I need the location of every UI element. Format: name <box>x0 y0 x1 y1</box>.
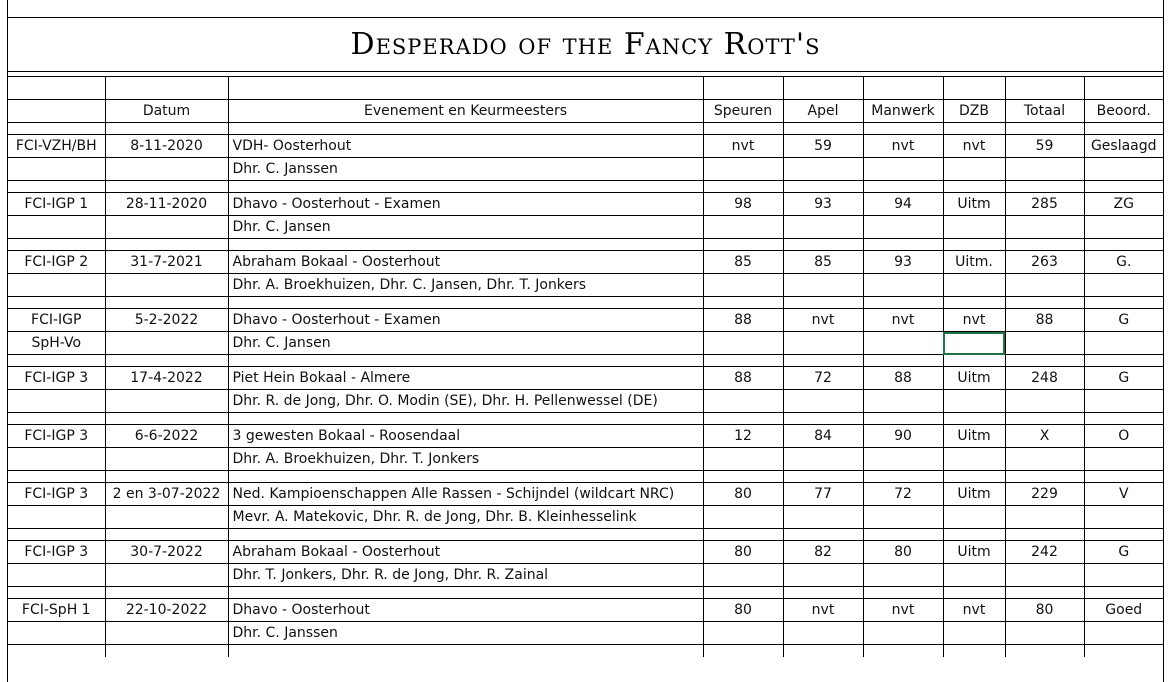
results-table <box>8 76 1163 657</box>
header-dzb[interactable]: DZB <box>943 100 1005 123</box>
header-totaal[interactable]: Totaal <box>1005 100 1084 123</box>
gap-row <box>8 645 1163 657</box>
entry-class-line2[interactable]: SpH-Vo <box>8 332 105 355</box>
entry-judges[interactable]: Dhr. R. de Jong, Dhr. O. Modin (SE), Dhr. H. Pellenwessel (DE) <box>228 390 703 413</box>
empty-cell[interactable] <box>703 448 783 471</box>
entry-event[interactable]: Dhavo - Oosterhout - Examen <box>228 309 703 332</box>
entry-judges[interactable]: Mevr. A. Matekovic, Dhr. R. de Jong, Dhr. B. Kleinhesselink <box>228 506 703 529</box>
entry-datum[interactable]: 6-6-2022 <box>105 425 228 448</box>
empty-cell[interactable] <box>703 564 783 587</box>
entry-row <box>8 193 1163 216</box>
entry-apel[interactable]: 59 <box>783 135 863 158</box>
entry-dzb[interactable]: Uitm <box>943 367 1005 390</box>
entry-manwerk[interactable]: 94 <box>863 193 943 216</box>
entry-class-line2[interactable] <box>8 274 105 297</box>
entry-class-line2[interactable] <box>8 390 105 413</box>
entry-dzb[interactable]: Uitm. <box>943 251 1005 274</box>
entry-judges[interactable]: Dhr. C. Jansen <box>228 216 703 239</box>
empty-cell[interactable] <box>943 216 1005 239</box>
entry-event[interactable]: Abraham Bokaal - Oosterhout <box>228 251 703 274</box>
entry-manwerk[interactable]: 80 <box>863 541 943 564</box>
entry-totaal[interactable]: 263 <box>1005 251 1084 274</box>
empty-cell[interactable] <box>1005 332 1084 355</box>
empty-cell[interactable] <box>783 216 863 239</box>
entry-row <box>8 309 1163 332</box>
selected-cell[interactable] <box>943 332 1005 355</box>
entry-subrow <box>8 332 1163 355</box>
entry-apel[interactable]: 84 <box>783 425 863 448</box>
entry-totaal[interactable]: 242 <box>1005 541 1084 564</box>
entry-datum[interactable]: 2 en 3-07-2022 <box>105 483 228 506</box>
entry-event[interactable]: Ned. Kampioenschappen Alle Rassen - Schijndel (wildcart NRC) <box>228 483 703 506</box>
entry-class-line2[interactable] <box>8 564 105 587</box>
entry-speuren[interactable]: 88 <box>703 309 783 332</box>
entry-dzb[interactable]: Uitm <box>943 541 1005 564</box>
empty-cell[interactable] <box>783 506 863 529</box>
entry-speuren[interactable]: 80 <box>703 541 783 564</box>
entry-class[interactable]: FCI-IGP 3 <box>8 541 105 564</box>
entry-class[interactable]: FCI-IGP 3 <box>8 367 105 390</box>
empty-cell[interactable] <box>943 390 1005 413</box>
empty-cell[interactable] <box>1005 622 1084 645</box>
empty-cell[interactable] <box>943 622 1005 645</box>
header-speuren[interactable]: Speuren <box>703 100 783 123</box>
entry-manwerk[interactable]: 90 <box>863 425 943 448</box>
gap-row <box>8 297 1163 309</box>
empty-cell[interactable] <box>1005 564 1084 587</box>
entry-beoord[interactable]: ZG <box>1084 193 1163 216</box>
empty-cell[interactable] <box>863 216 943 239</box>
entry-row <box>8 367 1163 390</box>
empty-cell[interactable] <box>783 274 863 297</box>
gap-row <box>8 239 1163 251</box>
entry-row <box>8 425 1163 448</box>
entry-class[interactable]: FCI-IGP 1 <box>8 193 105 216</box>
entry-subrow <box>8 216 1163 239</box>
gap-row <box>8 471 1163 483</box>
entry-row <box>8 541 1163 564</box>
empty-cell[interactable] <box>703 622 783 645</box>
entry-datum[interactable]: 31-7-2021 <box>105 251 228 274</box>
entry-totaal[interactable]: 285 <box>1005 193 1084 216</box>
empty-cell[interactable] <box>105 506 228 529</box>
entry-judges[interactable]: Dhr. A. Broekhuizen, Dhr. T. Jonkers <box>228 448 703 471</box>
header-manwerk[interactable]: Manwerk <box>863 100 943 123</box>
entry-totaal[interactable]: 248 <box>1005 367 1084 390</box>
entry-judges[interactable]: Dhr. T. Jonkers, Dhr. R. de Jong, Dhr. R. Zainal <box>228 564 703 587</box>
empty-cell[interactable] <box>105 158 228 181</box>
empty-cell[interactable] <box>105 216 228 239</box>
entry-speuren[interactable]: 80 <box>703 599 783 622</box>
entry-event[interactable]: Abraham Bokaal - Oosterhout <box>228 541 703 564</box>
entry-apel[interactable]: 82 <box>783 541 863 564</box>
header-beoord[interactable]: Beoord. <box>1084 100 1163 123</box>
spreadsheet <box>7 0 1164 682</box>
entry-row <box>8 483 1163 506</box>
empty-cell[interactable] <box>1005 448 1084 471</box>
empty-cell[interactable] <box>1005 390 1084 413</box>
entry-event[interactable]: Dhavo - Oosterhout - Examen <box>228 193 703 216</box>
gap-row <box>8 529 1163 541</box>
entry-beoord[interactable]: Goed <box>1084 599 1163 622</box>
spacer-row <box>8 77 1163 100</box>
entry-class[interactable]: FCI-IGP 2 <box>8 251 105 274</box>
entry-speuren[interactable]: 85 <box>703 251 783 274</box>
empty-cell[interactable] <box>863 564 943 587</box>
empty-cell[interactable] <box>105 564 228 587</box>
entry-apel[interactable]: 77 <box>783 483 863 506</box>
entry-datum[interactable]: 22-10-2022 <box>105 599 228 622</box>
empty-cell[interactable] <box>783 564 863 587</box>
empty-cell[interactable] <box>1084 622 1163 645</box>
empty-cell[interactable] <box>783 332 863 355</box>
entry-subrow <box>8 622 1163 645</box>
empty-cell[interactable] <box>1084 506 1163 529</box>
header-datum[interactable]: Datum <box>105 100 228 123</box>
entry-manwerk[interactable]: nvt <box>863 599 943 622</box>
entry-beoord[interactable]: G. <box>1084 251 1163 274</box>
empty-cell[interactable] <box>1084 332 1163 355</box>
empty-cell[interactable] <box>1084 274 1163 297</box>
entry-event[interactable]: 3 gewesten Bokaal - Roosendaal <box>228 425 703 448</box>
entry-datum[interactable]: 30-7-2022 <box>105 541 228 564</box>
entry-datum[interactable]: 28-11-2020 <box>105 193 228 216</box>
entry-class[interactable]: FCI-VZH/BH <box>8 135 105 158</box>
entry-judges[interactable]: Dhr. A. Broekhuizen, Dhr. C. Jansen, Dhr. T. Jonkers <box>228 274 703 297</box>
entry-speuren[interactable]: 12 <box>703 425 783 448</box>
entry-manwerk[interactable]: nvt <box>863 309 943 332</box>
empty-cell[interactable] <box>1084 158 1163 181</box>
empty-cell[interactable] <box>943 158 1005 181</box>
empty-cell[interactable] <box>105 390 228 413</box>
empty-cell[interactable] <box>105 274 228 297</box>
entry-subrow <box>8 564 1163 587</box>
entry-dzb[interactable]: nvt <box>943 599 1005 622</box>
entry-speuren[interactable]: nvt <box>703 135 783 158</box>
entry-subrow <box>8 448 1163 471</box>
header-apel[interactable]: Apel <box>783 100 863 123</box>
empty-cell[interactable] <box>863 390 943 413</box>
entry-speuren[interactable]: 80 <box>703 483 783 506</box>
entry-row <box>8 135 1163 158</box>
entry-judges[interactable]: Dhr. C. Janssen <box>228 622 703 645</box>
empty-cell[interactable] <box>943 448 1005 471</box>
entry-manwerk[interactable]: 88 <box>863 367 943 390</box>
entry-speuren[interactable]: 88 <box>703 367 783 390</box>
entry-dzb[interactable]: nvt <box>943 135 1005 158</box>
entry-class[interactable]: FCI-IGP <box>8 309 105 332</box>
empty-cell[interactable] <box>863 622 943 645</box>
empty-cell[interactable] <box>1084 564 1163 587</box>
entry-totaal[interactable]: X <box>1005 425 1084 448</box>
entry-totaal[interactable]: 80 <box>1005 599 1084 622</box>
empty-cell[interactable] <box>863 448 943 471</box>
entry-class-line2[interactable] <box>8 506 105 529</box>
entry-judges[interactable]: Dhr. C. Janssen <box>228 158 703 181</box>
entry-row <box>8 599 1163 622</box>
empty-cell[interactable] <box>1005 274 1084 297</box>
empty-cell[interactable] <box>783 448 863 471</box>
entry-subrow <box>8 158 1163 181</box>
gap-row <box>8 181 1163 193</box>
empty-cell[interactable] <box>703 274 783 297</box>
entry-event[interactable]: Piet Hein Bokaal - Almere <box>228 367 703 390</box>
entry-apel[interactable]: 72 <box>783 367 863 390</box>
entry-apel[interactable]: 93 <box>783 193 863 216</box>
gap-row <box>8 413 1163 425</box>
entry-beoord[interactable]: G <box>1084 541 1163 564</box>
entry-manwerk[interactable]: nvt <box>863 135 943 158</box>
empty-cell[interactable] <box>703 158 783 181</box>
entry-datum[interactable]: 17-4-2022 <box>105 367 228 390</box>
entry-class-line2[interactable] <box>8 216 105 239</box>
entry-datum[interactable]: 5-2-2022 <box>105 309 228 332</box>
entry-beoord[interactable]: V <box>1084 483 1163 506</box>
entry-class-line2[interactable] <box>8 622 105 645</box>
empty-cell[interactable] <box>1084 390 1163 413</box>
entry-manwerk[interactable]: 93 <box>863 251 943 274</box>
gap-row <box>8 355 1163 367</box>
entry-judges[interactable]: Dhr. C. Jansen <box>228 332 703 355</box>
page-title: Desperado of the Fancy Rott's <box>350 27 821 62</box>
entry-manwerk[interactable]: 72 <box>863 483 943 506</box>
entry-totaal[interactable]: 88 <box>1005 309 1084 332</box>
entry-dzb[interactable]: nvt <box>943 309 1005 332</box>
empty-cell[interactable] <box>105 448 228 471</box>
header-class[interactable] <box>8 100 105 123</box>
entry-beoord[interactable]: G <box>1084 367 1163 390</box>
empty-cell[interactable] <box>863 506 943 529</box>
empty-cell[interactable] <box>703 390 783 413</box>
empty-cell[interactable] <box>1084 448 1163 471</box>
empty-cell[interactable] <box>863 158 943 181</box>
empty-cell[interactable] <box>783 390 863 413</box>
empty-cell[interactable] <box>1084 216 1163 239</box>
empty-cell[interactable] <box>1005 216 1084 239</box>
empty-cell[interactable] <box>863 274 943 297</box>
entry-apel[interactable]: 85 <box>783 251 863 274</box>
entry-beoord[interactable]: Geslaagd <box>1084 135 1163 158</box>
entry-datum[interactable]: 8-11-2020 <box>105 135 228 158</box>
empty-cell[interactable] <box>703 506 783 529</box>
entry-subrow <box>8 506 1163 529</box>
empty-cell[interactable] <box>703 332 783 355</box>
empty-cell[interactable] <box>703 216 783 239</box>
entry-dzb[interactable]: Uitm <box>943 425 1005 448</box>
title-cell[interactable] <box>8 17 1163 72</box>
empty-cell[interactable] <box>943 564 1005 587</box>
entry-apel[interactable]: nvt <box>783 599 863 622</box>
entry-class-line2[interactable] <box>8 448 105 471</box>
empty-cell[interactable] <box>943 274 1005 297</box>
entry-event[interactable]: VDH- Oosterhout <box>228 135 703 158</box>
entry-class[interactable]: FCI-IGP 3 <box>8 483 105 506</box>
entry-class-line2[interactable] <box>8 158 105 181</box>
entry-speuren[interactable]: 98 <box>703 193 783 216</box>
entry-dzb[interactable]: Uitm <box>943 483 1005 506</box>
empty-cell[interactable] <box>105 332 228 355</box>
entry-totaal[interactable]: 59 <box>1005 135 1084 158</box>
entry-event[interactable]: Dhavo - Oosterhout <box>228 599 703 622</box>
entry-row <box>8 251 1163 274</box>
gap-row <box>8 123 1163 135</box>
header-evenement[interactable]: Evenement en Keurmeesters <box>228 100 703 123</box>
empty-cell[interactable] <box>783 622 863 645</box>
empty-cell[interactable] <box>783 158 863 181</box>
empty-cell[interactable] <box>1005 158 1084 181</box>
entry-class[interactable]: FCI-SpH 1 <box>8 599 105 622</box>
entry-totaal[interactable]: 229 <box>1005 483 1084 506</box>
entry-subrow <box>8 390 1163 413</box>
entry-subrow <box>8 274 1163 297</box>
entry-class[interactable]: FCI-IGP 3 <box>8 425 105 448</box>
entry-beoord[interactable]: G <box>1084 309 1163 332</box>
entry-apel[interactable]: nvt <box>783 309 863 332</box>
entry-beoord[interactable]: O <box>1084 425 1163 448</box>
header-row <box>8 100 1163 123</box>
empty-cell[interactable] <box>1005 506 1084 529</box>
empty-cell[interactable] <box>943 506 1005 529</box>
empty-cell[interactable] <box>105 622 228 645</box>
gap-row <box>8 587 1163 599</box>
entry-dzb[interactable]: Uitm <box>943 193 1005 216</box>
empty-cell[interactable] <box>863 332 943 355</box>
